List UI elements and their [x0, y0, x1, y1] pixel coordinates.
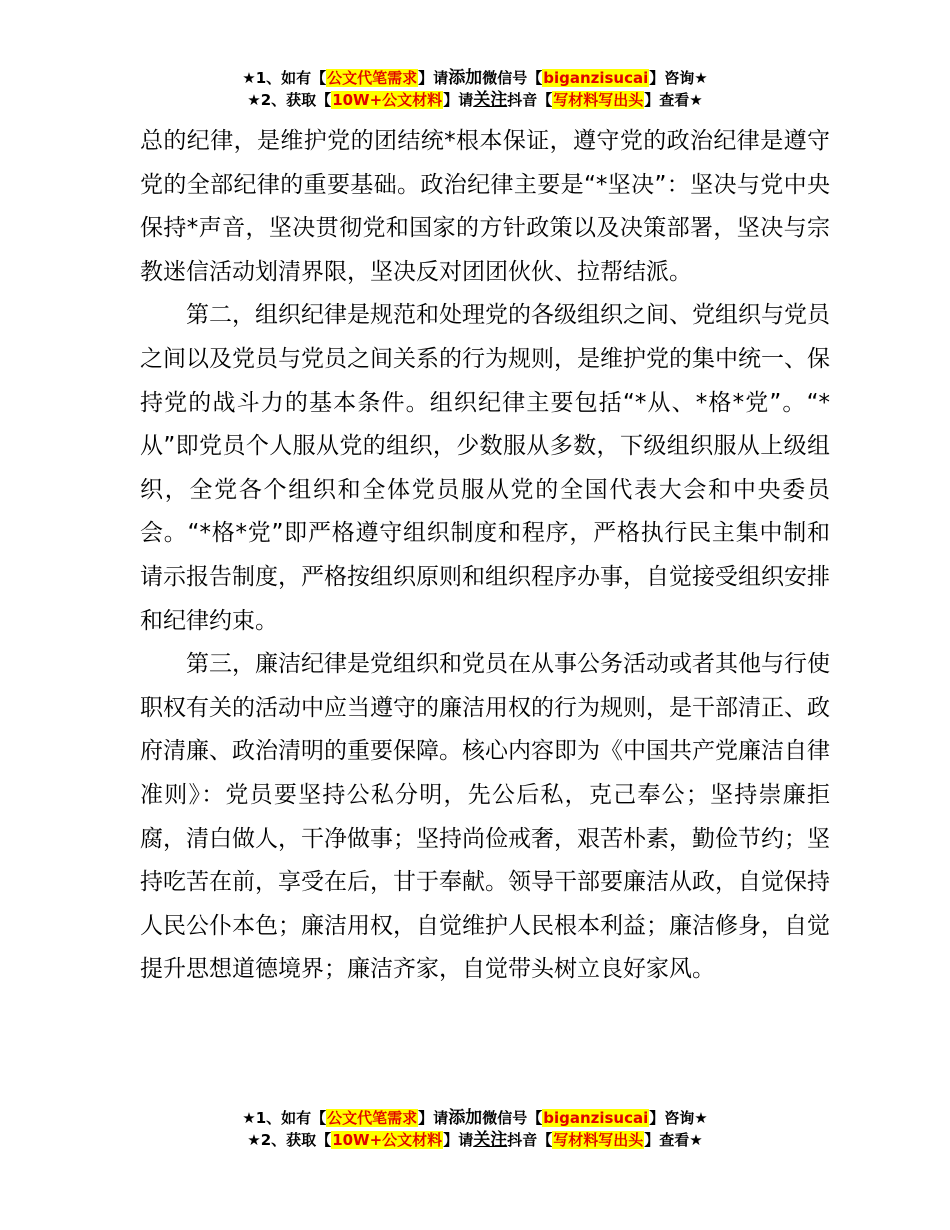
footer-banner — [0, 1107, 950, 1151]
banner-line-2: ★2、获取【10W+公文材料】请关注抖音【写材料写出头】查看★ — [247, 1130, 703, 1150]
highlight-materials: 10W+公文材料 — [332, 1131, 443, 1149]
highlight-materials: 10W+公文材料 — [332, 91, 443, 109]
paragraph-organizational-discipline: 第二，组织纪律是规范和处理党的各级组织之间、党组织与党员之间以及党员与党员之间关系的行为规则，是维护党的集中统一、保持党的战斗力的基本条件。组织纪律主要包括“*从、*格*党”。“*从”即党员个人服从党的组织，少数服从多数，下级组织服从上级组织，全党各个组织和全体党员服从党的全国代表大会和中央委员会。“*格*党”即严格遵守组织制度和程序，严格执行民主集中制和请示报告制度，严格按组织原则和组织程序办事，自觉接受组织安排和纪律约束。 — [140, 302, 830, 634]
highlight-douyin-account: 写材料写出头 — [553, 91, 644, 109]
highlight-wechat-id: biganzisucai — [543, 69, 649, 87]
highlight-service: 公文代笔需求 — [327, 1109, 418, 1127]
banner-line-1: ★1、如有【公文代笔需求】请添加微信号【biganzisucai】咨询★ — [242, 1108, 708, 1128]
banner-line-2: ★2、获取【10W+公文材料】请关注抖音【写材料写出头】查看★ — [247, 90, 703, 110]
highlight-service: 公文代笔需求 — [327, 69, 418, 87]
highlight-douyin-account: 写材料写出头 — [553, 1131, 644, 1149]
document-body — [140, 120, 830, 992]
paragraph-political-discipline: 总的纪律，是维护党的团结统*根本保证，遵守党的政治纪律是遵守党的全部纪律的重要基础。政治纪律主要是“*坚决”：坚决与党中央保持*声音，坚决贯彻党和国家的方针政策以及决策部署，坚决与宗教迷信活动划清界限，坚决反对团团伙伙、拉帮结派。 — [140, 128, 830, 285]
paragraph-integrity-discipline: 第三，廉洁纪律是党组织和党员在从事公务活动或者其他与行使职权有关的活动中应当遵守的廉洁用权的行为规则，是干部清正、政府清廉、政治清明的重要保障。核心内容即为《中国共产党廉洁自律准则》：党员要坚持公私分明，先公后私，克己奉公；坚持崇廉拒腐，清白做人，干净做事；坚持尚俭戒奢，艰苦朴素，勤俭节约；坚持吃苦在前，享受在后，甘于奉献。领导干部要廉洁从政，自觉保持人民公仆本色；廉洁用权，自觉维护人民根本利益；廉洁修身，自觉提升思想道德境界；廉洁齐家，自觉带头树立良好家风。 — [140, 651, 830, 983]
header-banner — [0, 67, 950, 111]
banner-line-1: ★1、如有【公文代笔需求】请添加微信号【biganzisucai】咨询★ — [242, 68, 708, 88]
highlight-wechat-id: biganzisucai — [543, 1109, 649, 1127]
